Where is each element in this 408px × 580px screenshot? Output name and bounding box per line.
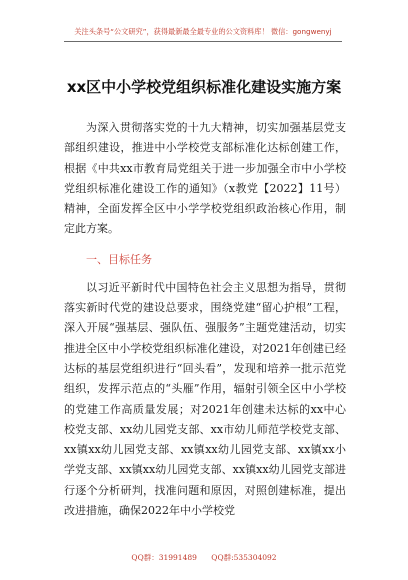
footer-contact	[0, 552, 408, 563]
document-title: xx区中小学校党组织标准化建设实施方案	[66, 78, 342, 96]
footer-qq-group-2: QQ群:535304092	[211, 553, 277, 562]
document-body	[64, 118, 346, 521]
intro-paragraph: 为深入贯彻落实党的十九大精神，切实加强基层党支部组织建设，推进中小学校党支部标准化达标创建工作，根据《中共xx市教育局党组关于进一步加强全市中小学校党组织标准化建设工作的通知》（x教党【2022】11号）精神，全面发挥全区中小学学校党组织政治核心作用，制定此方案。	[64, 121, 346, 236]
header-divider	[64, 41, 342, 42]
header-banner: 关注头条号“公文研究”，获得最新最全最专业的公文资料库！ 微信：gongwenyj	[74, 27, 332, 36]
section-heading-goals: 一、目标任务	[86, 252, 152, 266]
section-paragraph-goals: 以习近平新时代中国特色社会主义思想为指导，贯彻落实新时代党的建设总要求，围绕党建“留心护根”工程，深入开展“强基层、强队伍、强服务”主题党建活动，切实推进全区中小学校党组织标准化建设，对2021年创建已经达标的基层党组织进行“回头看”，发现和培养一批示范党组织，发挥示范点的“头雁”作用，辐射引领全区中小学校的党建工作高质量发展；对2021年创建未达标的xx中心校党支部、xx幼儿园党支部、xx市幼儿师范学校党支部、xx镇xx幼儿园党支部、xx镇xx幼儿园党支部、xx镇xx小学党支部、xx镇xx幼儿园党支部、xx镇xx幼儿园党支部进行逐个分析研判，找准问题和原因，对照创建标准，提出改进措施，确保2022年中小学校党	[64, 280, 346, 518]
footer-qq-group-1: QQ群：31991489	[131, 553, 197, 562]
